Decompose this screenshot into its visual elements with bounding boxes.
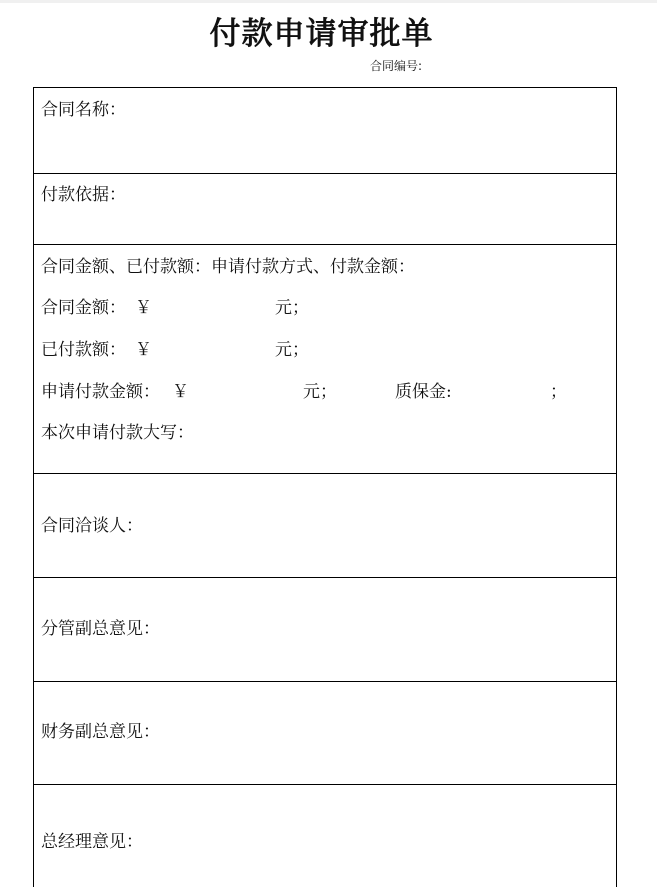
row-amounts	[34, 245, 616, 474]
row-contract-name	[34, 88, 616, 174]
request-amount-currency: ￥	[172, 382, 189, 402]
gm-opinion-label: 总经理意见：	[41, 832, 143, 852]
request-amount-unit: 元；	[303, 382, 337, 402]
paid-amount-unit: 元；	[275, 340, 309, 360]
row-deputy-gm-opinion	[34, 578, 616, 682]
capital-amount-label: 本次申请付款大写：	[41, 423, 194, 443]
contract-number-label: 合同编号:	[370, 59, 423, 73]
approval-form-table	[33, 87, 617, 887]
deputy-gm-opinion-label: 分管副总意见：	[41, 619, 160, 639]
contract-name-label: 合同名称：	[41, 100, 126, 120]
finance-deputy-opinion-label: 财务副总意见：	[41, 722, 160, 742]
row-payment-basis	[34, 174, 616, 245]
row-gm-opinion	[34, 785, 616, 888]
top-border	[0, 0, 657, 3]
warranty-label: 质保金:	[395, 382, 452, 402]
amount-section-heading: 合同金额、已付款额：申请付款方式、付款金额：	[41, 257, 415, 277]
document-title: 付款申请审批单	[209, 16, 434, 52]
paid-amount-label: 已付款额：	[41, 340, 126, 360]
row-negotiator	[34, 474, 616, 578]
contract-amount-currency: ￥	[135, 298, 152, 318]
row-finance-deputy-opinion	[34, 682, 616, 785]
warranty-end: ；	[550, 382, 567, 402]
request-amount-label: 申请付款金额：	[41, 382, 160, 402]
negotiator-label: 合同洽谈人：	[41, 516, 143, 536]
payment-basis-label: 付款依据：	[41, 185, 126, 205]
paid-amount-currency: ￥	[135, 340, 152, 360]
contract-amount-unit: 元；	[275, 298, 309, 318]
contract-amount-label: 合同金额：	[41, 298, 126, 318]
